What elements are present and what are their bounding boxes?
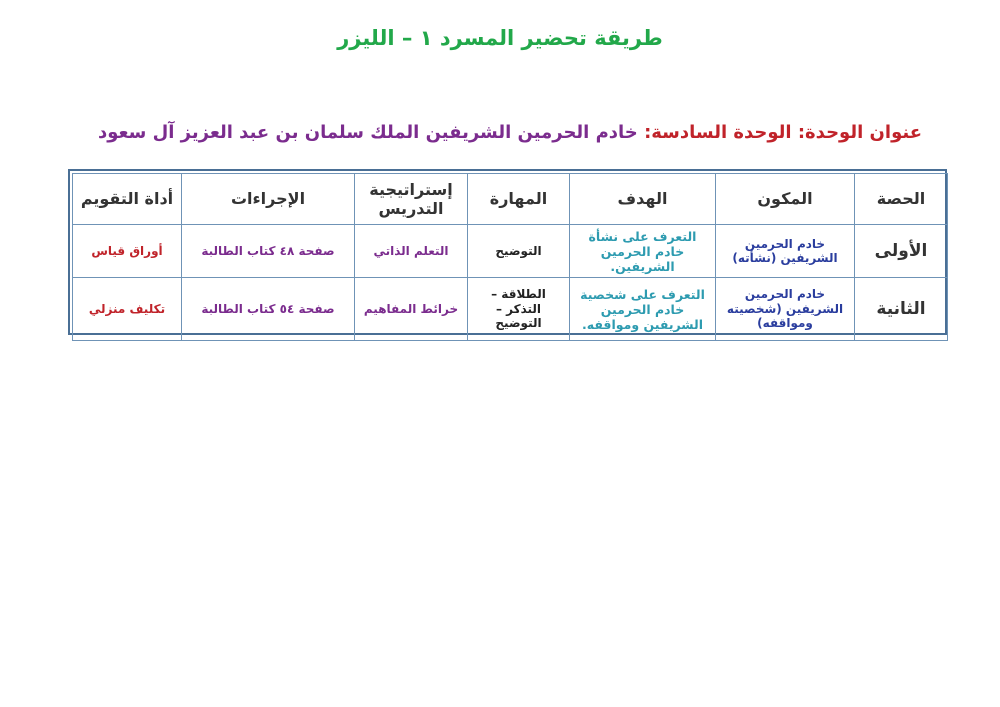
page-title: طريقة تحضير المسرد ١ – الليزر — [337, 26, 663, 50]
header-skill: المهارة — [468, 174, 570, 225]
table-header-row — [73, 174, 948, 225]
cell-assessment: تكليف منزلي — [73, 278, 182, 341]
cell-strategy: خرائط المفاهيم — [355, 278, 468, 341]
cell-lesson: الأولى — [855, 225, 948, 278]
header-procedures: الإجراءات — [182, 174, 355, 225]
header-assessment: أداة التقويم — [73, 174, 182, 225]
cell-assessment: أوراق قياس — [73, 225, 182, 278]
table-row — [73, 278, 948, 341]
cell-procedure: صفحة ٥٤ كتاب الطالبة — [182, 278, 355, 341]
unit-title — [98, 122, 922, 143]
cell-procedure: صفحة ٤٨ كتاب الطالبة — [182, 225, 355, 278]
lesson-plan-table-frame — [68, 169, 947, 335]
header-goal: الهدف — [570, 174, 716, 225]
cell-goal: التعرف على نشأة خادم الحرمين الشريفين. — [570, 225, 716, 278]
cell-skill: الطلاقة – التذكر – التوضيح — [468, 278, 570, 341]
header-component: المكون — [716, 174, 855, 225]
cell-component: خادم الحرمين الشريفين (شخصيته ومواقفه) — [716, 278, 855, 341]
cell-component: خادم الحرمين الشريفين (نشأته) — [716, 225, 855, 278]
unit-title-value: خادم الحرمين الشريفين الملك سلمان بن عبد العزيز آل سعود — [97, 122, 638, 143]
cell-goal: التعرف على شخصية خادم الحرمين الشريفين ومواقفه. — [570, 278, 716, 341]
header-lesson: الحصة — [855, 174, 948, 225]
table-row — [73, 225, 948, 278]
cell-strategy: التعلم الذاتي — [355, 225, 468, 278]
cell-lesson: الثانية — [855, 278, 948, 341]
cell-skill: التوضيح — [468, 225, 570, 278]
unit-title-label: عنوان الوحدة: الوحدة السادسة: — [644, 122, 922, 143]
header-strategy: إستراتيجية التدريس — [355, 174, 468, 225]
lesson-plan-table — [72, 173, 948, 341]
